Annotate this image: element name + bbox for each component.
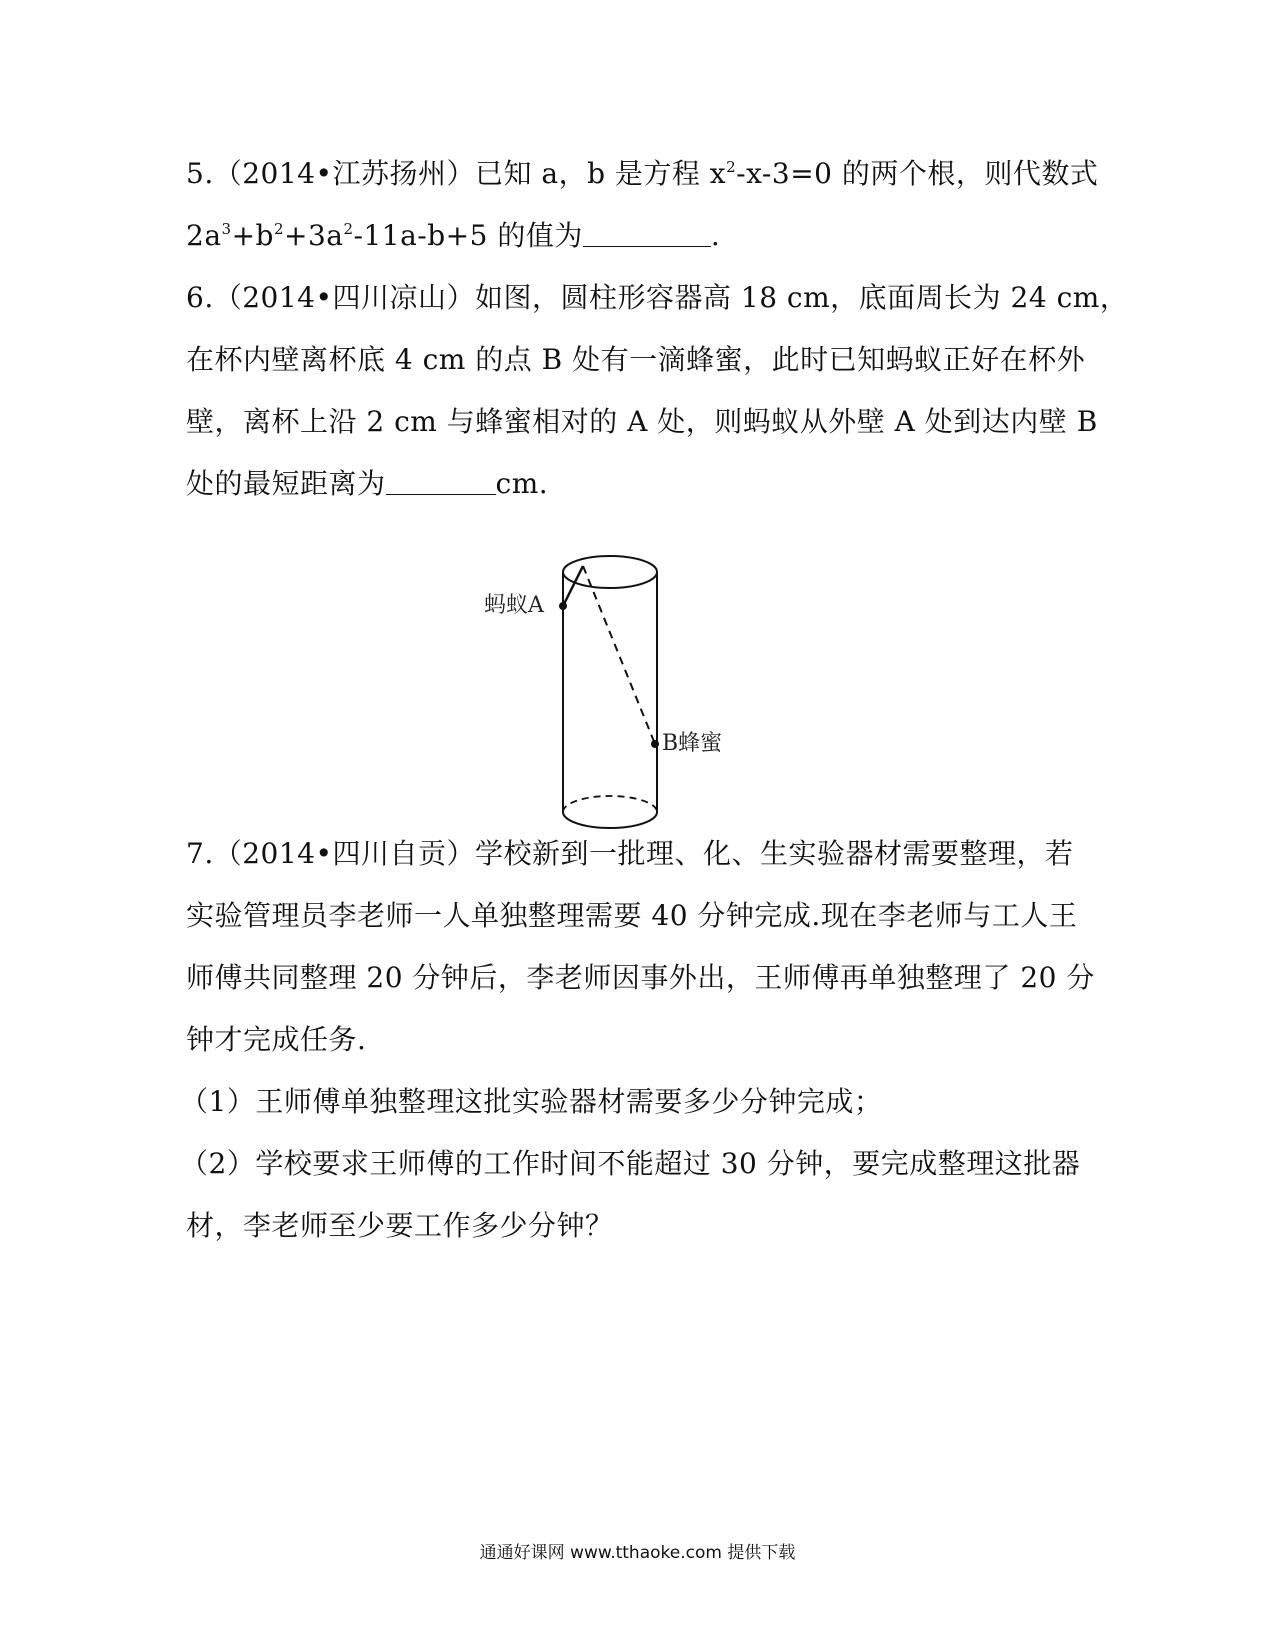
q7-line-2: 实验管理员李老师一人单独整理需要 40 分钟完成.现在李老师与工人王 (186, 899, 1078, 932)
q7-sub-1: （1）王师傅单独整理这批实验器材需要多少分钟完成； (180, 1085, 883, 1118)
q5-line-2 (186, 216, 720, 256)
cylinder-top-rim (563, 556, 657, 588)
q6-line-3: 壁，离杯上沿 2 cm 与蜂蜜相对的 A 处，则蚂蚁从外壁 A 处到达内壁 B (186, 405, 1098, 438)
q5-text: 5.（2014•江苏扬州）已知 a，b 是方程 x (186, 157, 727, 190)
q5-expr-part: +3a (284, 219, 344, 252)
q6-line-2: 在杯内壁离杯底 4 cm 的点 B 处有一滴蜂蜜，此时已知蚂蚁正好在杯外 (186, 343, 1086, 376)
q7-sub-2-line-1: （2）学校要求王师傅的工作时间不能超过 30 分钟，要完成整理这批器 (180, 1147, 1081, 1180)
q6-line-4 (186, 464, 548, 504)
label-honey-b: B蜂蜜 (662, 731, 723, 756)
q7-line-3: 师傅共同整理 20 分钟后，李老师因事外出，王师傅再单独整理了 20 分 (186, 961, 1095, 994)
q7-line-1: 7.（2014•四川自贡）学校新到一批理、化、生实验器材需要整理，若 (186, 837, 1074, 870)
cylinder-bottom-back (563, 796, 657, 812)
ant-path-outer (563, 566, 583, 606)
q6-line-1: 6.（2014•四川凉山）如图，圆柱形容器高 18 cm，底面周长为 24 cm， (186, 281, 1129, 314)
q5-expr-part: +b (231, 219, 274, 252)
page-footer: 通通好课网 www.tthaoke.com 提供下载 (479, 1543, 796, 1563)
cylinder-figure (480, 550, 780, 850)
cylinder-bottom-front (563, 812, 657, 828)
label-ant-a: 蚂蚁A (484, 593, 544, 618)
ant-path-inner (583, 566, 655, 744)
q5-text-tail: -x-3=0 的两个根，则代数式 (736, 157, 1099, 190)
q5-line-1 (186, 154, 1098, 194)
q5-exponent: 2 (343, 220, 354, 238)
q7-sub-2-line-2: 材，李老师至少要工作多少分钟？ (186, 1209, 614, 1242)
answer-blank (583, 222, 711, 247)
answer-blank (386, 470, 496, 495)
q5-expr-part: 2a (186, 219, 222, 252)
q5-exponent: 3 (221, 220, 232, 238)
point-b (651, 740, 659, 748)
q5-expr-part: -11a-b+5 的值为 (353, 219, 583, 252)
point-a (559, 602, 567, 610)
q5-expr-end: . (710, 219, 721, 252)
q7-line-4: 钟才完成任务. (186, 1023, 367, 1056)
q6-text: 处的最短距离为 (186, 467, 386, 500)
q5-exponent: 2 (726, 158, 737, 176)
q5-exponent: 2 (273, 220, 284, 238)
q6-unit: cm. (495, 467, 549, 500)
